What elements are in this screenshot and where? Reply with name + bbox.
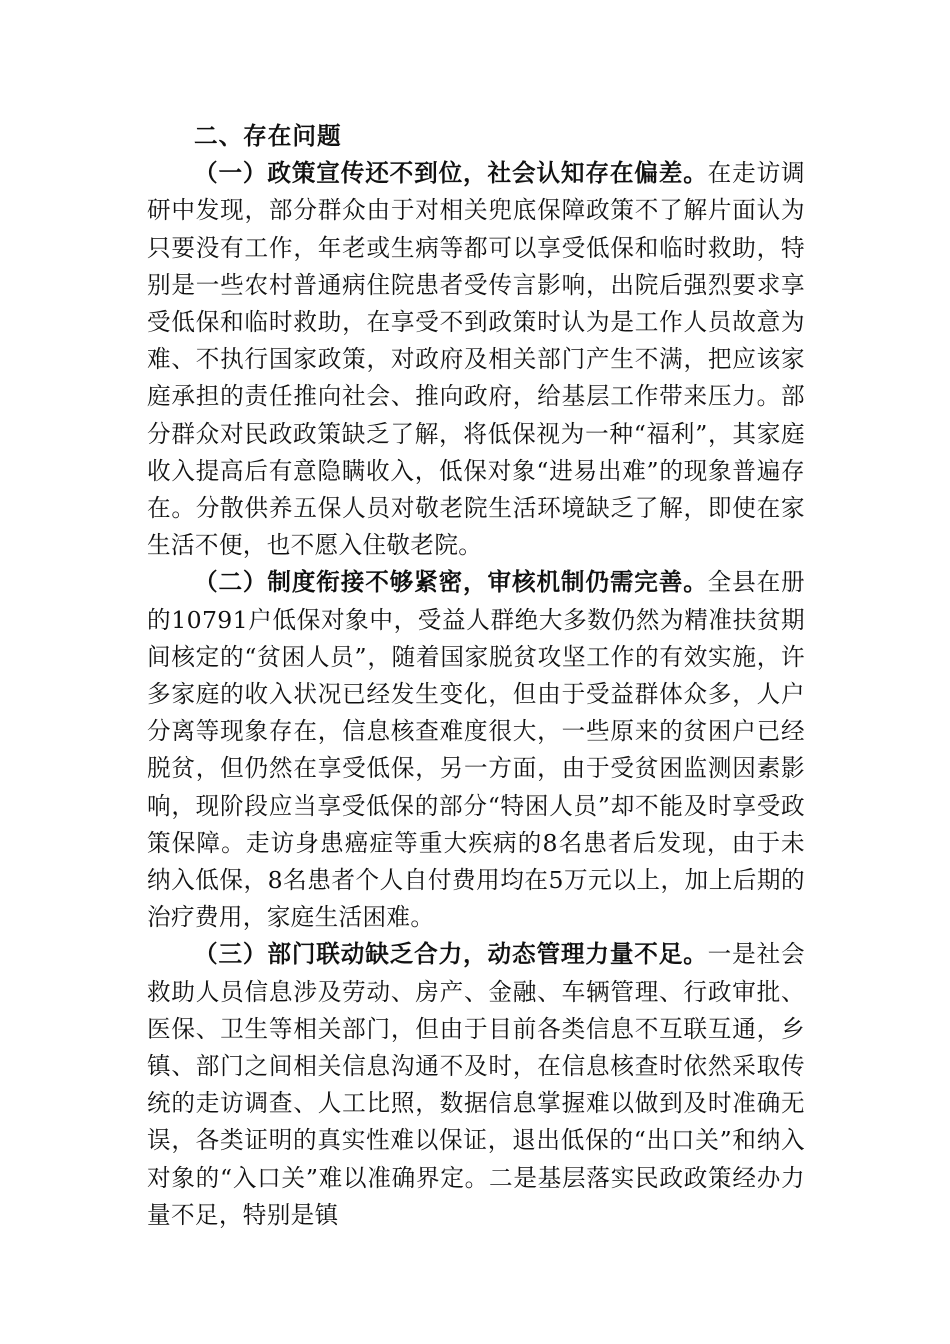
paragraph-system-connection <box>147 564 805 936</box>
paragraph-title: （二）制度衔接不够紧密，审核机制仍需完善。 <box>194 568 708 597</box>
paragraph-title: （三）部门联动缺乏合力，动态管理力量不足。 <box>194 940 708 969</box>
paragraph-body: 在走访调研中发现，部分群众由于对相关兜底保障政策不了解片面认为只要没有工作，年老或生病等都可以享受低保和临时救助，特别是一些农村普通病住院患者受传言影响，出院后强烈要求享受低保和临时救助，在享受不到政策时认为是工作人员故意为难、不执行国家政策，对政府及相关部门产生不满，把应该家庭承担的责任推向社会、推向政府，给基层工作带来压力。部分群众对民政政策缺乏了解，将低保视为一种“福利”，其家庭收入提高后有意隐瞒收入，低保对象“进易出难”的现象普遍存在。分散供养五保人员对敬老院生活环境缺乏了解，即使在家生活不便，也不愿入住敬老院。 <box>147 159 805 560</box>
section-heading: 二、存在问题 <box>194 122 342 150</box>
paragraph-policy-publicity <box>147 155 805 564</box>
paragraph-body: 一是社会救助人员信息涉及劳动、房产、金融、车辆管理、行政审批、医保、卫生等相关部门，但由于目前各类信息不互联互通，乡镇、部门之间相关信息沟通不及时，在信息核查时依然采取传统的走访调查、人工比照，数据信息掌握难以做到及时准确无误，各类证明的真实性难以保证，退出低保的“出口关”和纳入对象的“入口关”难以准确界定。二是基层落实民政政策经办力量不足，特别是镇 <box>147 940 805 1229</box>
paragraph-department-linkage <box>147 936 805 1234</box>
paragraph-body: 全县在册的10791户低保对象中，受益人群绝大多数仍然为精准扶贫期间核定的“贫困人员”，随着国家脱贫攻坚工作的有效实施，许多家庭的收入状况已经发生变化，但由于受益群体众多，人户分离等现象存在，信息核查难度很大，一些原来的贫困户已经脱贫，但仍然在享受低保，另一方面，由于受贫困监测因素影响，现阶段应当享受低保的部分“特困人员”却不能及时享受政策保障。走访身患癌症等重大疾病的8名患者后发现，由于未纳入低保，8名患者个人自付费用均在5万元以上，加上后期的治疗费用，家庭生活困难。 <box>147 568 805 932</box>
document-page <box>147 118 805 1234</box>
paragraph-title: （一）政策宣传还不到位，社会认知存在偏差。 <box>194 159 708 188</box>
